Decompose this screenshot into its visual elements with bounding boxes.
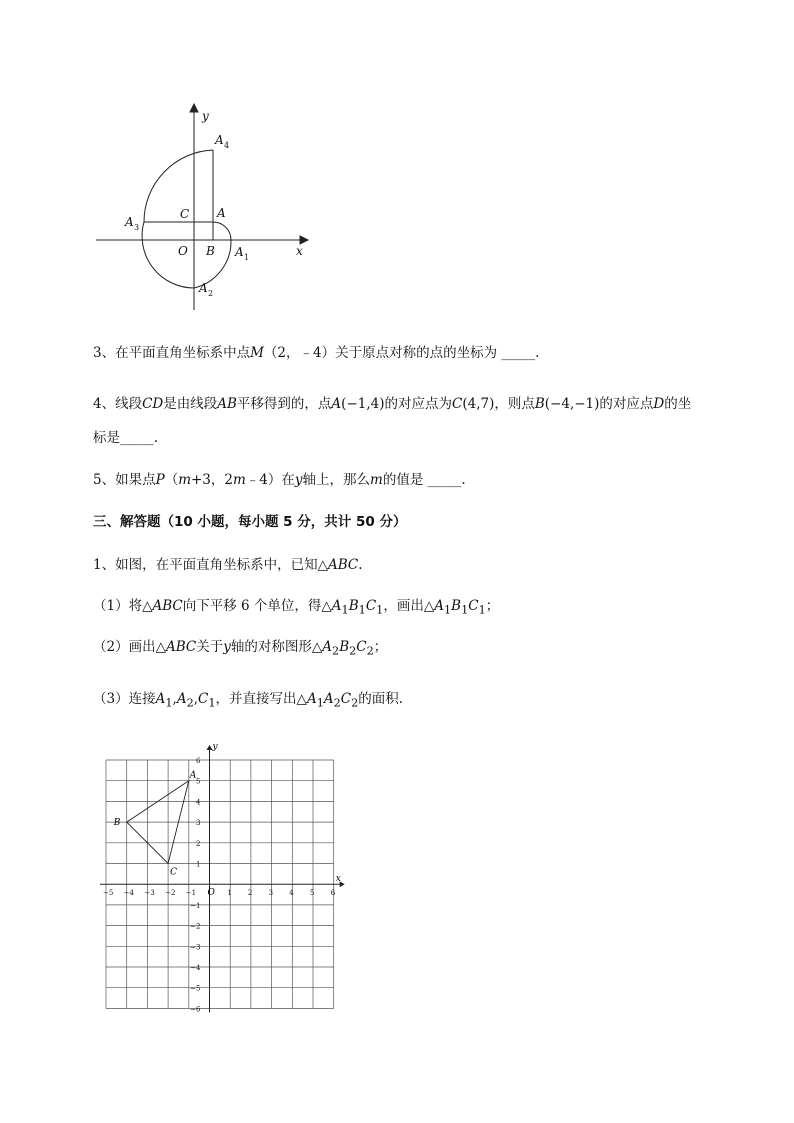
x-tick-label: 5 bbox=[310, 889, 315, 898]
label-a2-sub: 2 bbox=[208, 289, 214, 298]
rotation-figure bbox=[88, 100, 318, 310]
x-tick-label: −4 bbox=[123, 889, 135, 898]
x-tick-label: 6 bbox=[330, 889, 336, 898]
question-4-line-1: 4、线段CD是由线段AB平移得到的，点A(−1,4)的对应点为C(4,7)，则点B(−4,−1)的对应点D的坐 bbox=[93, 396, 692, 412]
x-tick-label: −3 bbox=[144, 889, 155, 898]
x-tick-label: −1 bbox=[185, 889, 197, 898]
grid-origin-label: O bbox=[207, 888, 215, 899]
point-label-c: C bbox=[170, 867, 177, 878]
label-x: x bbox=[296, 244, 303, 258]
question-4-line-2: 标是_____. bbox=[93, 430, 159, 446]
y-tick-label: 6 bbox=[196, 757, 201, 765]
y-tick-label: −1 bbox=[190, 901, 201, 910]
y-tick-label: −3 bbox=[190, 943, 201, 952]
y-tick-label: −4 bbox=[190, 964, 201, 972]
y-tick-label: 2 bbox=[196, 839, 201, 848]
x-tick-label: 4 bbox=[289, 889, 294, 898]
arc-a4-a3 bbox=[144, 150, 213, 222]
point-label-b: B bbox=[113, 818, 121, 829]
y-tick-label: 1 bbox=[196, 860, 201, 869]
y-tick-label: −2 bbox=[190, 922, 201, 931]
grid-y-label: y bbox=[212, 742, 218, 752]
label-a3: A bbox=[125, 215, 134, 229]
label-b: B bbox=[206, 244, 215, 258]
grid-tick-labels bbox=[103, 757, 336, 1013]
grid-x-label: x bbox=[335, 874, 341, 885]
coordinate-grid bbox=[90, 740, 350, 1020]
label-c: C bbox=[180, 207, 190, 221]
problem-1-part-1: （1）将△ABC向下平移 6 个单位，得$\triangle A_1B_1C_1$，画出$\triangle A_1B_1C_1$； bbox=[93, 598, 500, 617]
x-axis-arrow bbox=[300, 236, 308, 244]
label-a4-sub: 4 bbox=[224, 141, 230, 150]
x-tick-label: 3 bbox=[268, 889, 274, 898]
y-tick-label: 3 bbox=[196, 819, 201, 828]
x-tick-label: 1 bbox=[227, 889, 232, 898]
label-y: y bbox=[202, 109, 209, 123]
y-tick-label: −5 bbox=[190, 984, 201, 993]
y-axis-arrow bbox=[190, 104, 198, 112]
arc-a-a1 bbox=[213, 222, 231, 240]
question-5: 5、如果点P（m+3，2m﹣4）在y轴上，那么m的值是 _____. bbox=[93, 472, 466, 488]
label-a3-sub: 3 bbox=[134, 223, 140, 232]
label-a4: A bbox=[215, 133, 224, 147]
problem-1-part-3: （3）连接$A_1,A_2,C_1$，并直接写出$\triangle A_1A_2C_2$的面积. bbox=[93, 691, 404, 710]
problem-1-intro: 1、如图，在平面直角坐标系中，已知△ABC. bbox=[93, 557, 363, 573]
label-a1-sub: 1 bbox=[244, 253, 250, 262]
grid-axes bbox=[100, 745, 345, 1012]
label-a: A bbox=[217, 206, 226, 220]
y-tick-label: 4 bbox=[196, 798, 201, 807]
y-tick-label: 5 bbox=[196, 777, 201, 786]
label-a1: A bbox=[235, 245, 244, 259]
x-tick-label: −2 bbox=[165, 889, 176, 898]
x-tick-label: −5 bbox=[103, 889, 114, 898]
x-tick-label: 2 bbox=[247, 889, 253, 898]
label-o: O bbox=[178, 244, 188, 258]
question-3: 3、在平面直角坐标系中点M（2，﹣4）关于原点对称的点的坐标为 _____. bbox=[93, 345, 540, 361]
y-tick-label: −6 bbox=[190, 1005, 201, 1014]
label-a2: A bbox=[199, 281, 208, 295]
problem-1-part-2: （2）画出△ABC关于y轴的对称图形$\triangle A_2B_2C_2$； bbox=[93, 639, 388, 658]
point-label-a: A bbox=[189, 770, 197, 781]
section-3-title: 三、解答题（10 小题，每小题 5 分，共计 50 分） bbox=[93, 514, 407, 530]
